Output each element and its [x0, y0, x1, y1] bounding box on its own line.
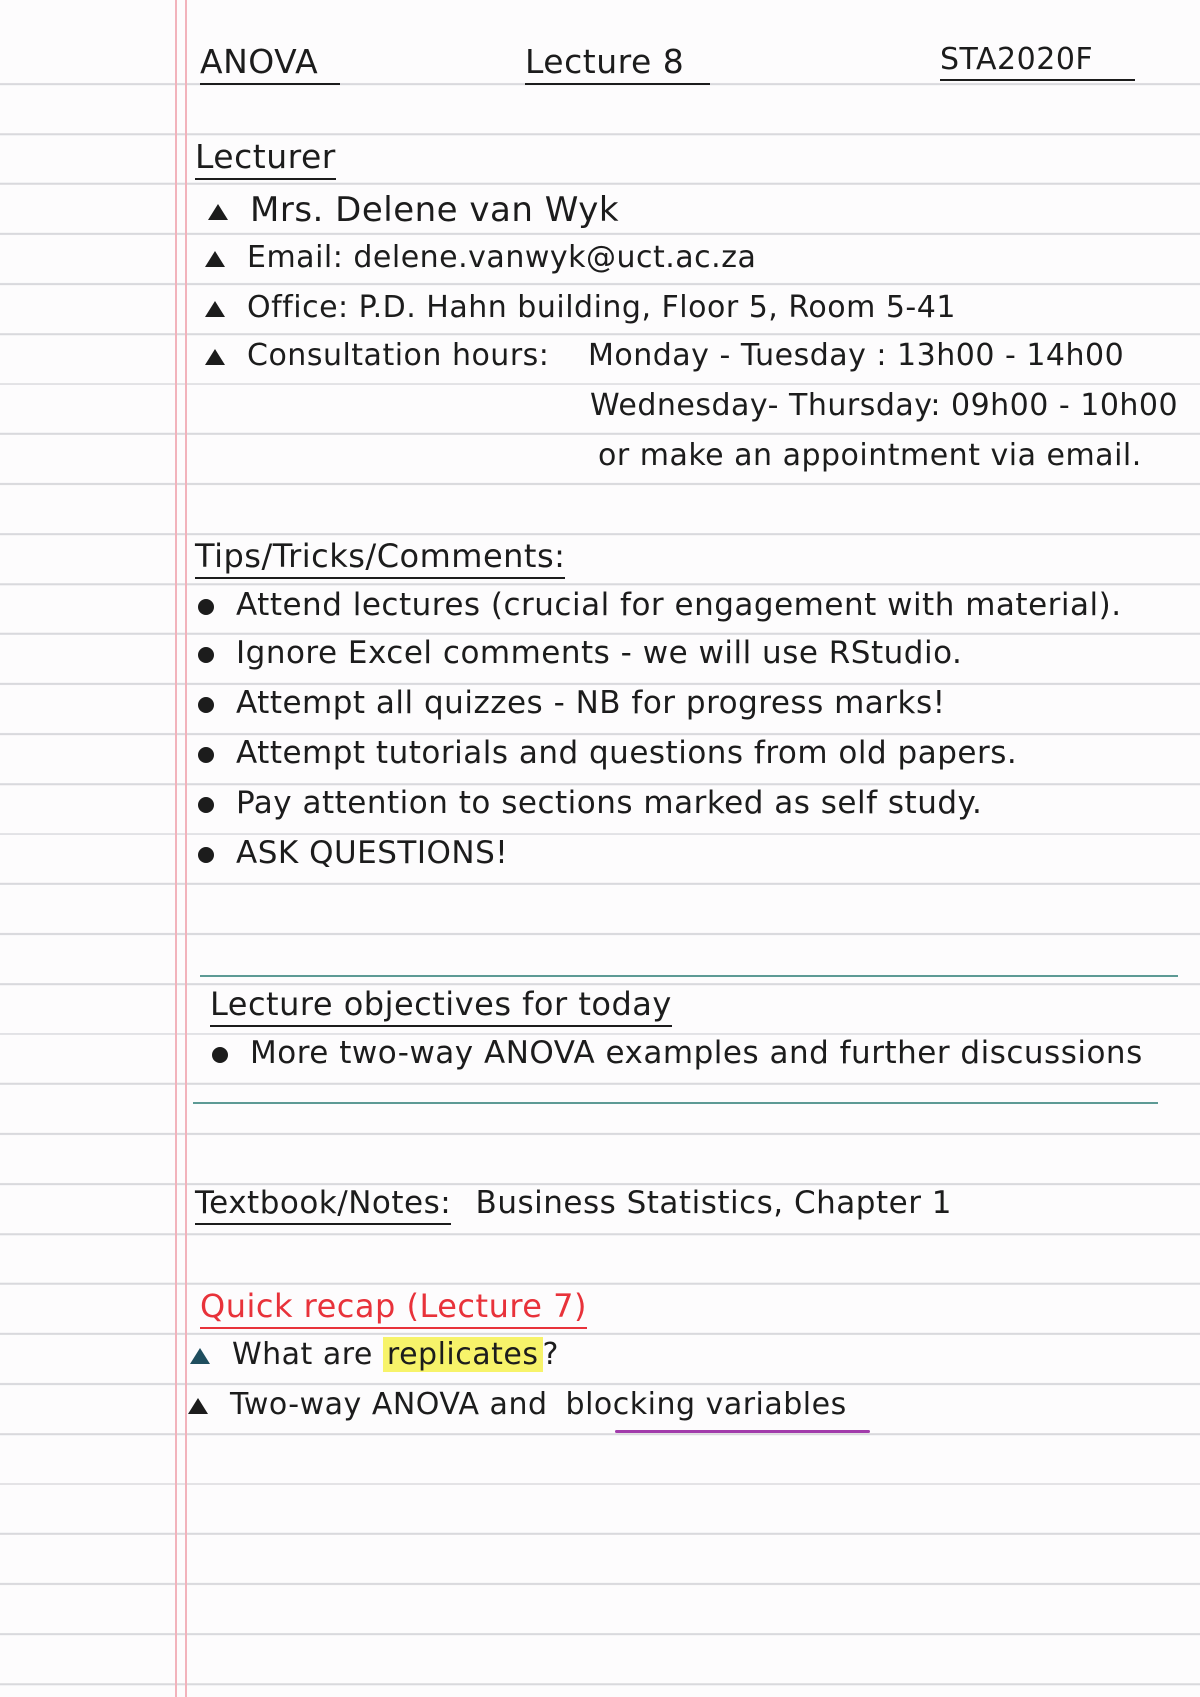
textbook-label: Textbook/Notes:	[195, 1185, 451, 1225]
lecturer-office-row	[205, 290, 956, 325]
tips-heading: Tips/Tricks/Comments:	[195, 537, 565, 579]
bullet-dot-icon	[198, 647, 214, 663]
tip-item: Pay attention to sections marked as self study.	[198, 785, 982, 821]
margin-line-right	[185, 0, 187, 1697]
purple-underline	[615, 1430, 870, 1433]
tip-item: Attempt all quizzes - NB for progress marks!	[198, 685, 946, 721]
consultation-line-1: Monday - Tuesday : 13h00 - 14h00	[588, 338, 1125, 373]
header-lecture: Lecture 8	[525, 42, 710, 85]
objectives-bottom-rule	[193, 1102, 1158, 1104]
recap-q1: What are replicates ?	[190, 1337, 559, 1372]
lecturer-email-row	[205, 240, 756, 275]
tip-item: ASK QUESTIONS!	[198, 835, 508, 871]
triangle-bullet-icon	[190, 1348, 210, 1364]
triangle-bullet-icon	[205, 301, 225, 317]
header-topic: ANOVA	[200, 42, 340, 85]
textbook-value: Business Statistics, Chapter 1	[475, 1185, 953, 1221]
objectives-heading: Lecture objectives for today	[210, 985, 672, 1027]
consultation-line-3: or make an appointment via email.	[598, 438, 1142, 473]
bullet-dot-icon	[198, 697, 214, 713]
recap-heading: Quick recap (Lecture 7)	[200, 1287, 587, 1329]
tip-item: Attempt tutorials and questions from old papers.	[198, 735, 1017, 771]
consultation-row	[205, 338, 549, 373]
highlighted-term: replicates	[383, 1337, 543, 1372]
lecturer-name: Mrs. Delene van Wyk	[250, 190, 620, 230]
bullet-dot-icon	[198, 599, 214, 615]
lecturer-heading: Lecturer	[195, 137, 336, 180]
bullet-dot-icon	[198, 797, 214, 813]
bullet-dot-icon	[198, 747, 214, 763]
bullet-dot-icon	[212, 1047, 228, 1063]
header-course: STA2020F	[940, 42, 1135, 81]
textbook-row	[195, 1185, 952, 1221]
consultation-line-2: Wednesday- Thursday: 09h00 - 10h00	[590, 388, 1179, 423]
margin-line-left	[175, 0, 177, 1697]
lecturer-email: Email: delene.vanwyk@uct.ac.za	[247, 240, 757, 275]
lecturer-office: Office: P.D. Hahn building, Floor 5, Room 5-41	[247, 290, 956, 325]
objective-item: More two-way ANOVA examples and further discussions	[212, 1035, 1143, 1071]
triangle-bullet-icon	[188, 1398, 208, 1414]
recap-q2: Two-way ANOVA and blocking variables	[188, 1387, 847, 1422]
underlined-term: blocking variables	[565, 1387, 847, 1422]
tip-item: Ignore Excel comments - we will use RStudio.	[198, 635, 962, 671]
triangle-bullet-icon	[208, 204, 228, 220]
lecturer-name-row	[208, 190, 619, 230]
tip-item: Attend lectures (crucial for engagement with material).	[198, 587, 1122, 623]
triangle-bullet-icon	[205, 251, 225, 267]
bullet-dot-icon	[198, 847, 214, 863]
consultation-label: Consultation hours:	[247, 338, 550, 373]
objectives-top-rule	[200, 975, 1178, 977]
triangle-bullet-icon	[205, 349, 225, 365]
